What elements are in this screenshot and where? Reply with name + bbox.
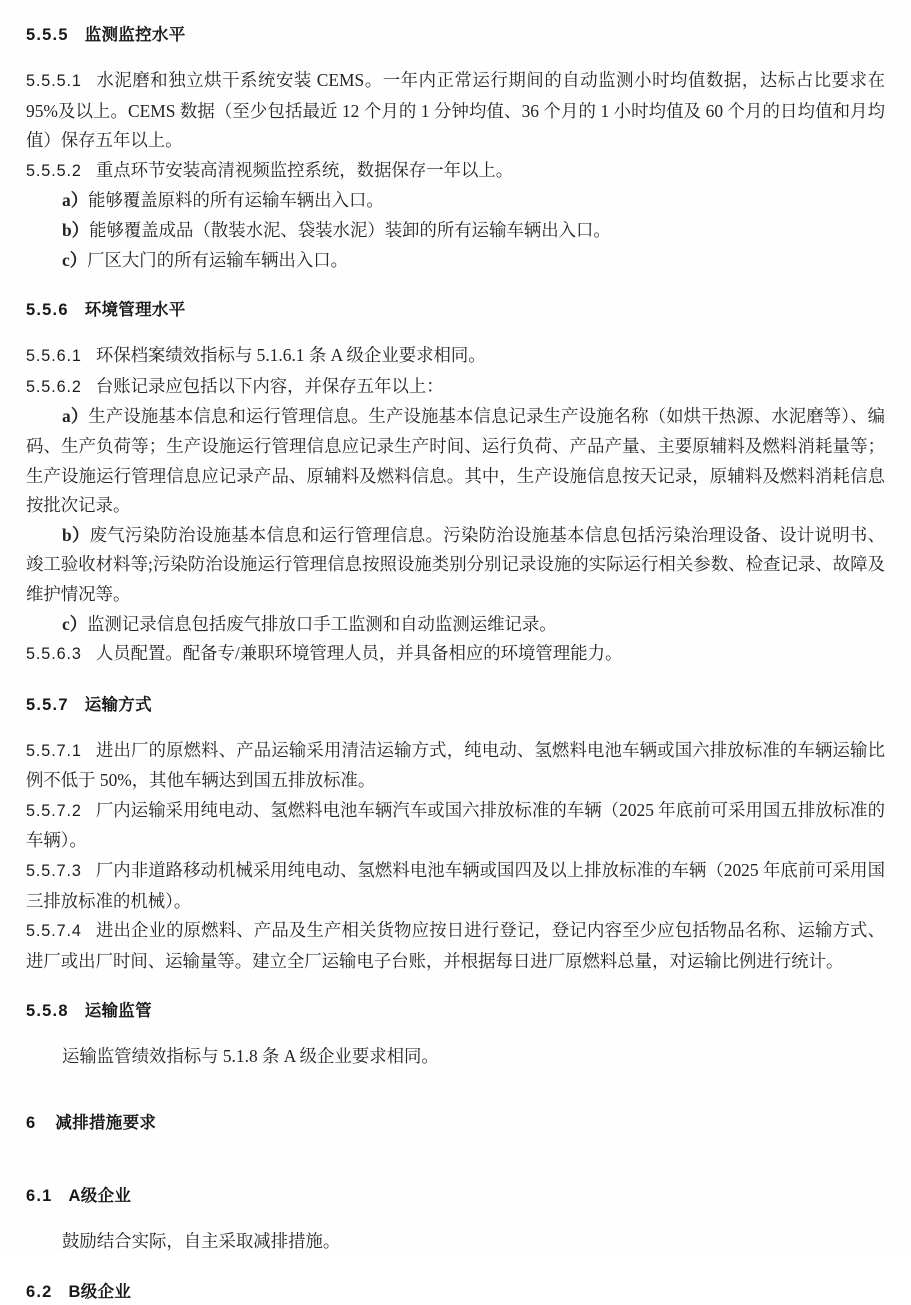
clause-5-5-6-1 [26, 341, 885, 372]
list-item-text: 监测记录信息包括废气排放口手工监测和自动监测运维记录。 [87, 613, 557, 634]
clause-5-5-5-1 [26, 66, 885, 156]
spacer [26, 1072, 885, 1110]
clause-5-5-7-3-text: 厂内非道路移动机械采用纯电动、氢燃料电池车辆或国四及以上排放标准的车辆（2025 年底前可采用国三排放标准的机械）。 [26, 860, 885, 911]
list-item [26, 610, 885, 640]
heading-6-1-title: A级企业 [68, 1187, 132, 1206]
spacer [26, 1170, 885, 1183]
heading-5-5-6-number: 5.5.6 [26, 301, 69, 320]
heading-5-5-7-number: 5.5.7 [26, 695, 69, 714]
spacer [26, 670, 885, 692]
clause-5-5-7-4-number: 5.5.7.4 [26, 922, 82, 941]
clause-5-5-6-2-number: 5.5.6.2 [26, 377, 82, 396]
clause-5-5-7-4 [26, 916, 885, 976]
clause-5-5-7-2-number: 5.5.7.2 [26, 801, 82, 820]
clause-5-5-7-1-text: 进出厂的原燃料、产品运输采用清洁运输方式，纯电动、氢燃料电池车辆或国六排放标准的车辆运输比例不低于 50%，其他车辆达到国五排放标准。 [26, 739, 885, 791]
heading-5-5-8-title: 运输监管 [84, 1002, 152, 1021]
spacer [26, 718, 885, 736]
list-marker: c） [62, 249, 88, 270]
heading-6-2 [26, 1279, 885, 1305]
heading-6-1-number: 6.1 [26, 1187, 53, 1206]
clause-5-5-5-2-number: 5.5.5.2 [26, 161, 82, 180]
list-item-text: 能够覆盖原料的所有运输车辆出入口。 [88, 190, 384, 211]
heading-6-title: 减排措施要求 [55, 1114, 157, 1133]
list-item-text: 能够覆盖成品（散装水泥、袋装水泥）装卸的所有运输车辆出入口。 [89, 219, 611, 240]
list-item-text: 废气污染防治设施基本信息和运行管理信息。污染防治设施基本信息包括污染治理设备、设计说明书、竣工验收材料等;污染防治设施运行管理信息按照设施类别分别记录设施的实际运行相关参数、检查记录、故障及维护情况等。 [26, 524, 885, 604]
spacer [26, 275, 885, 297]
heading-5-5-8-number: 5.5.8 [26, 1002, 69, 1021]
list-marker: b） [62, 524, 90, 545]
clause-5-5-6-3 [26, 639, 885, 670]
spacer [26, 1257, 885, 1279]
list-item [26, 216, 885, 246]
heading-5-5-7 [26, 692, 885, 718]
clause-5-5-6-2 [26, 372, 885, 403]
clause-5-5-7-1-number: 5.5.7.1 [26, 741, 82, 760]
heading-6-2-number: 6.2 [26, 1282, 53, 1301]
clause-6-1-body: 鼓励结合实际，自主采取减排措施。 [62, 1231, 341, 1252]
list-marker: c） [62, 613, 88, 634]
spacer [26, 976, 885, 998]
clause-5-5-7-3 [26, 856, 885, 916]
list-item-text: 厂区大门的所有运输车辆出入口。 [87, 249, 348, 270]
heading-5-5-5-title: 监测监控水平 [84, 26, 186, 44]
clause-5-5-7-4-text: 进出企业的原燃料、产品及生产相关货物应按日进行登记，登记内容至少应包括物品名称、运输方式、进厂或出厂时间、运输量等。建立全厂运输电子台账，并根据每日进厂原燃料总量，对运输比例进行统计。 [26, 920, 885, 971]
heading-6-1 [26, 1183, 885, 1209]
clause-5-5-6-1-text: 环保档案绩效指标与 5.1.6.1 条 A 级企业要求相同。 [95, 345, 486, 366]
spacer [26, 48, 885, 66]
clause-5-5-5-2-text: 重点环节安装高清视频监控系统，数据保存一年以上。 [95, 159, 514, 180]
list-item [26, 521, 885, 610]
spacer [26, 1209, 885, 1227]
list-item-text: 生产设施基本信息和运行管理信息。生产设施基本信息记录生产设施名称（如烘干热源、水泥磨等）、编码、生产负荷等；生产设施运行管理信息应记录生产时间、运行负荷、产品产量、主要原辅料及燃料消耗量等；生产设施运行管理信息应记录产品、原辅料及燃料信息。其中，生产设施信息按天记录，原辅料及燃料消耗信息按批次记录。 [26, 406, 885, 516]
list-marker: a） [62, 190, 89, 211]
clause-5-5-6-3-text: 人员配置。配备专/兼职环境管理人员，并具备相应的环境管理能力。 [95, 643, 623, 664]
clause-5-5-6-1-number: 5.5.6.1 [26, 347, 82, 366]
heading-6-number: 6 [26, 1114, 37, 1133]
clause-5-5-7-2-text: 厂内运输采用纯电动、氢燃料电池车辆汽车或国六排放标准的车辆（2025 年底前可采用国五排放标准的车辆）。 [26, 799, 885, 851]
clause-5-5-6-2-text: 台账记录应包括以下内容，并保存五年以上： [95, 375, 444, 396]
spacer [26, 323, 885, 341]
heading-5-5-7-title: 运输方式 [84, 695, 152, 714]
clause-5-5-6-3-number: 5.5.6.3 [26, 645, 82, 664]
heading-6-2-title: B级企业 [68, 1282, 132, 1301]
clause-5-5-8-body: 运输监管绩效指标与 5.1.8 条 A 级企业要求相同。 [62, 1046, 439, 1067]
list-item [26, 186, 885, 216]
heading-6 [26, 1110, 885, 1136]
heading-5-5-5-number: 5.5.5 [26, 26, 69, 44]
heading-5-5-8 [26, 998, 885, 1024]
heading-5-5-5 [26, 22, 885, 48]
clause-5-5-5-2 [26, 156, 885, 187]
list-marker: a） [62, 406, 89, 427]
heading-5-5-6 [26, 297, 885, 323]
heading-5-5-6-title: 环境管理水平 [84, 301, 186, 320]
clause-5-5-5-1-number: 5.5.5.1 [26, 72, 82, 90]
clause-5-5-7-1 [26, 736, 885, 796]
list-item [26, 246, 885, 276]
spacer [26, 0, 885, 22]
spacer [26, 1136, 885, 1170]
list-item [26, 402, 885, 520]
clause-5-5-5-1-text: 水泥磨和独立烘干系统安装 CEMS。一年内正常运行期间的自动监测小时均值数据，达标占比要求在 95%及以上。CEMS 数据（至少包括最近 12 个月的 1 分钟均值、36 个月的 1 小时均值及 60 个月的日均值和月均值）保存五年以上。 [26, 70, 885, 151]
spacer [26, 1024, 885, 1042]
list-marker: b） [62, 219, 90, 240]
clause-5-5-7-2 [26, 796, 885, 856]
clause-5-5-7-3-number: 5.5.7.3 [26, 862, 82, 881]
